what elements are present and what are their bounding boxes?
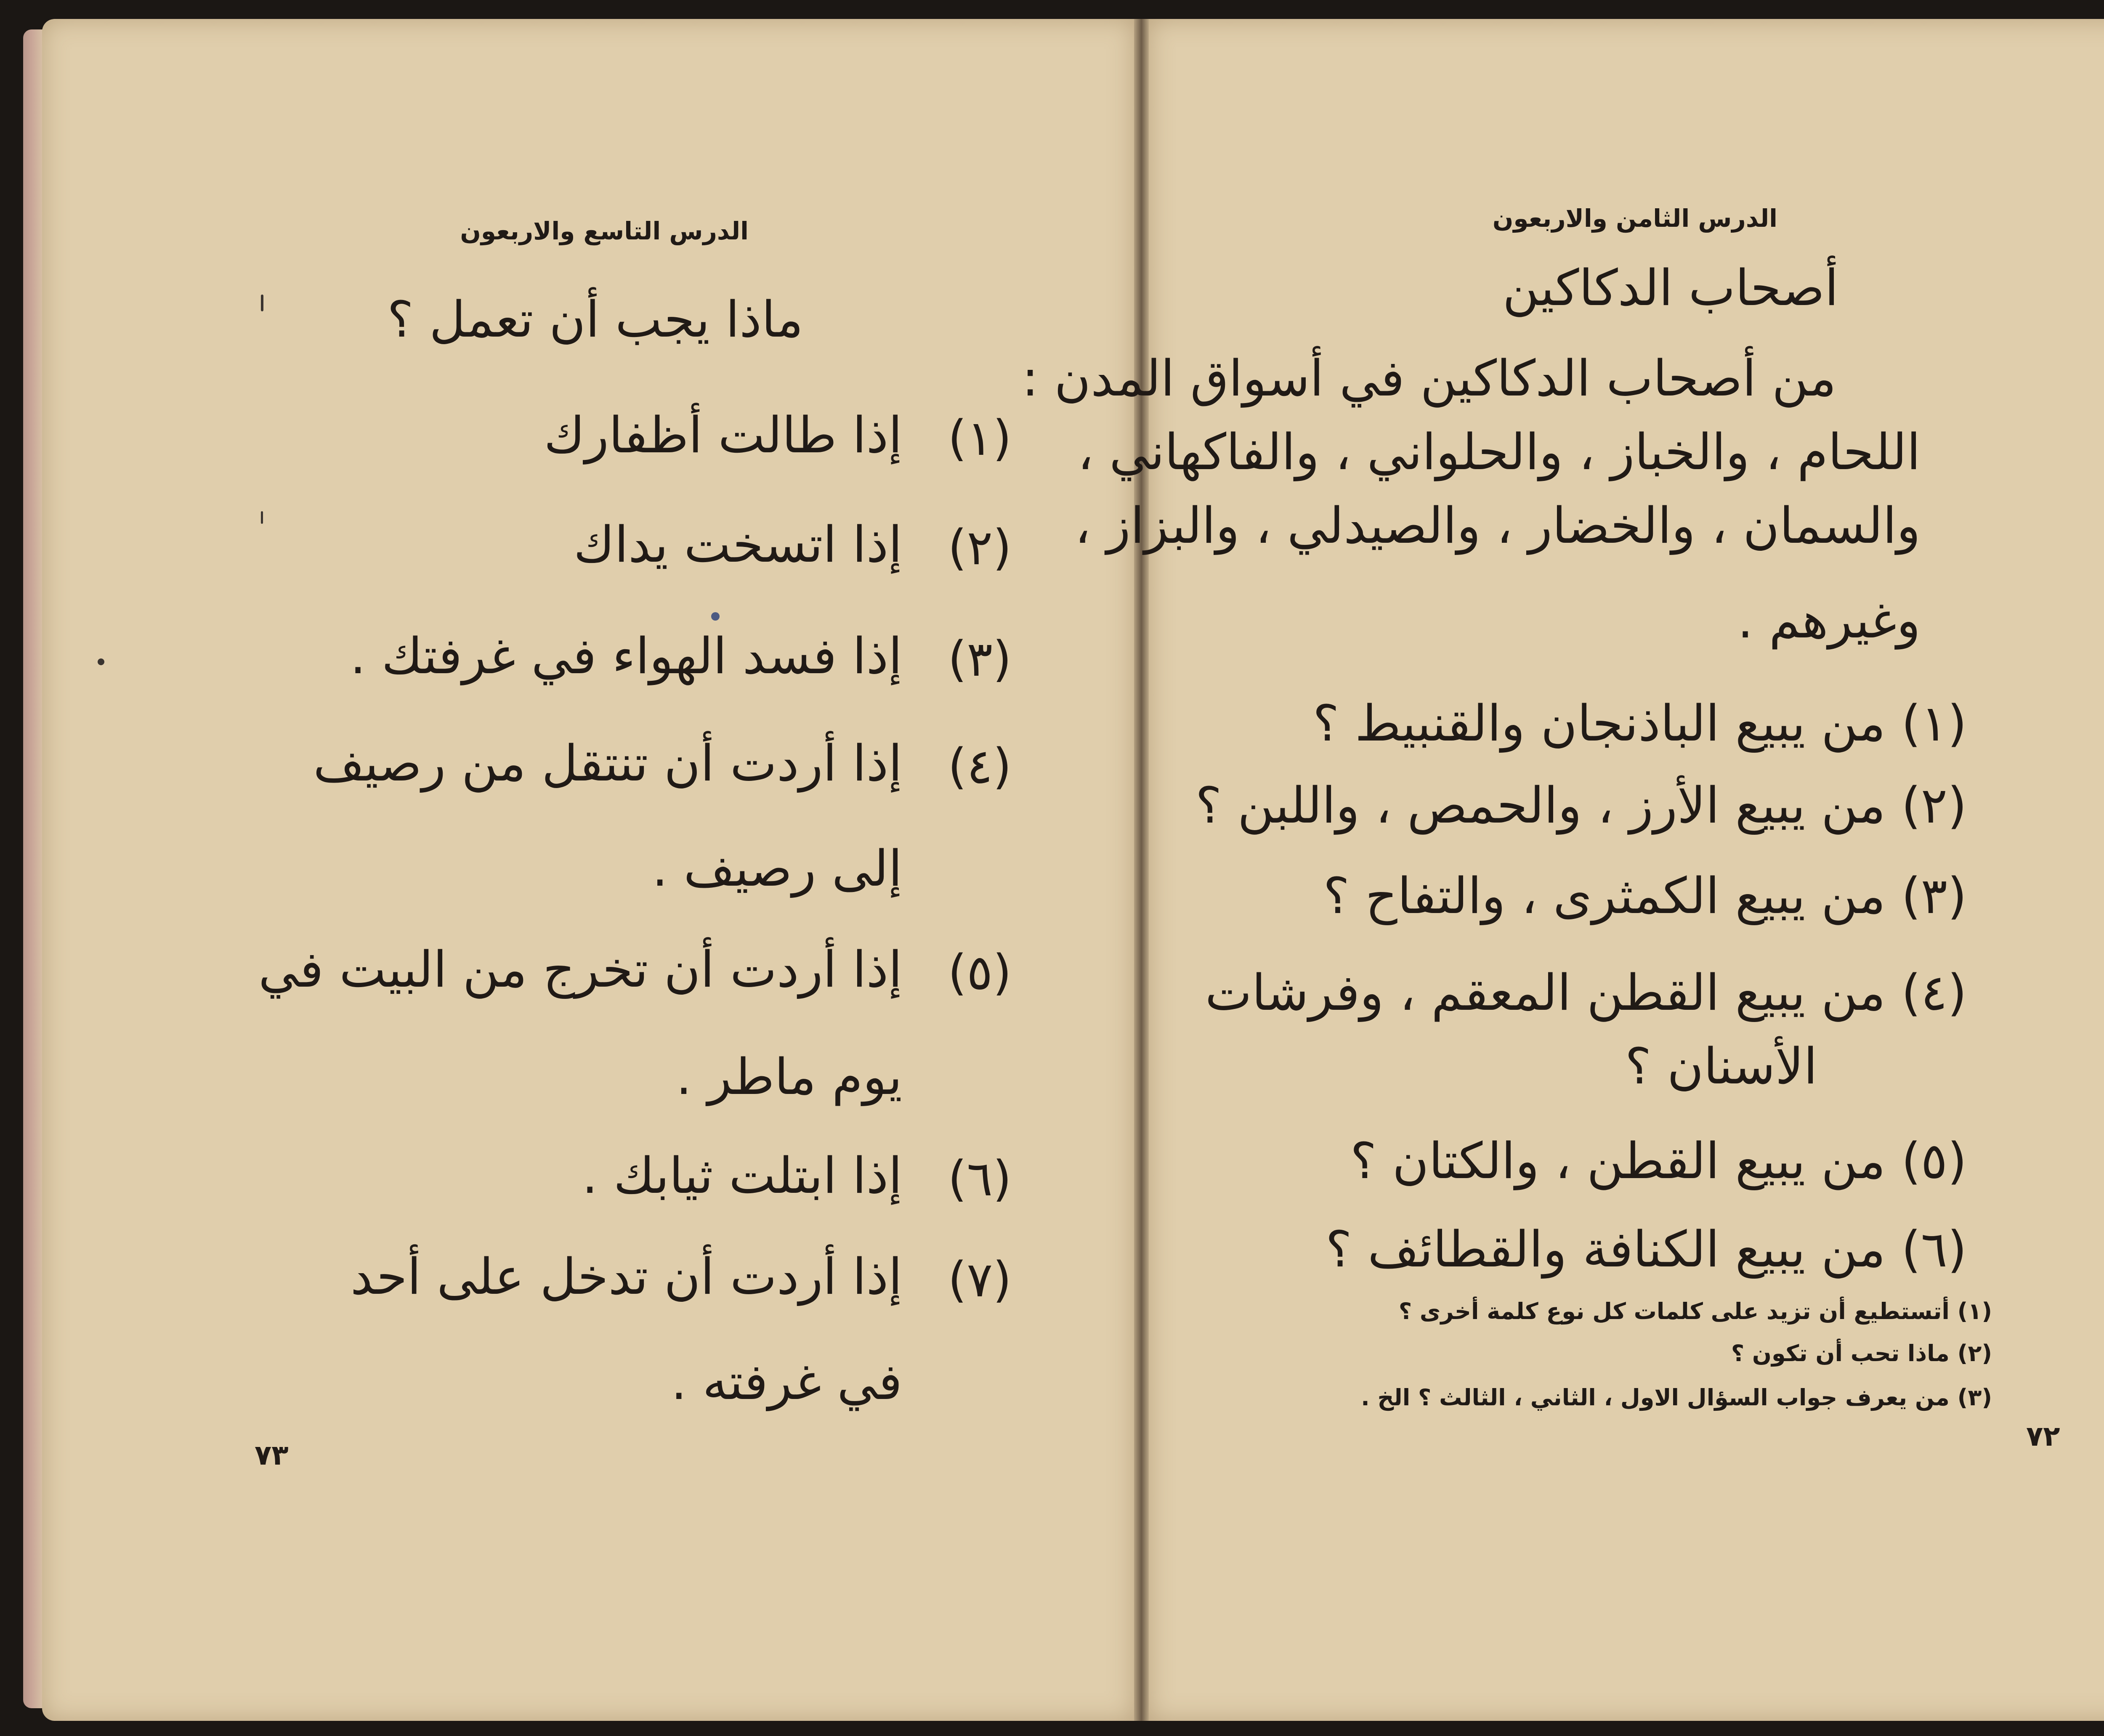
right-item-text: (٦) من يبيع الكنافة والقطائف ؟ <box>1326 1220 1967 1278</box>
left-item-continuation: إلى رصيف . <box>652 839 902 897</box>
right-item-text: (٢) من يبيع الأرز ، والحمص ، واللبن ؟ <box>1195 776 1967 834</box>
left-page <box>42 19 1134 1721</box>
left-item-continuation: يوم ماطر . <box>676 1048 902 1106</box>
exercise-question: (٣) من يعرف جواب السؤال الاول ، الثاني ، الثالث ؟ الخ . <box>1361 1384 1992 1411</box>
left-item-text: إذا اتسخت يداك <box>574 515 902 573</box>
margin-mark <box>261 511 263 524</box>
left-item-number: (٥) <box>948 945 1012 1001</box>
left-item-text: إذا طالت أظفارك <box>544 406 902 464</box>
intro-line: اللحام ، والخباز ، والحلواني ، والفاكهاني ، <box>1077 423 1921 481</box>
left-item-text: إذا ابتلت ثيابك . <box>582 1147 902 1205</box>
left-item-number: (٣) <box>948 631 1012 687</box>
intro-line: والسمان ، والخضار ، والصيدلي ، والبزاز ، <box>1075 496 1921 555</box>
ink-speck <box>711 612 720 621</box>
left-item-number: (١) <box>948 410 1012 467</box>
right-item-text: (٤) من يبيع القطن المعقم ، وفرشات <box>1205 964 1967 1022</box>
left-item-number: (٧) <box>948 1252 1012 1308</box>
left-item-number: (٦) <box>948 1151 1012 1207</box>
ink-speck <box>98 658 104 665</box>
left-page-number: ٧٣ <box>255 1439 289 1471</box>
left-lesson-header: الدرس التاسع والاربعون <box>460 217 749 245</box>
right-lesson-header: الدرس الثامن والاربعون <box>1492 204 1777 233</box>
left-item-text: إذا أردت أن تخرج من البيت في <box>258 940 902 998</box>
right-item-continuation: الأسنان ؟ <box>1625 1037 1817 1095</box>
left-item-number: (٤) <box>948 738 1012 795</box>
left-item-text: إذا فسد الهواء في غرفتك . <box>350 627 902 685</box>
right-lesson-title: أصحاب الدكاكين <box>1502 259 1838 317</box>
intro-line: من أصحاب الدكاكين في أسواق المدن : <box>1022 349 1836 407</box>
right-item-text: (١) من يبيع الباذنجان والقنبيط ؟ <box>1312 694 1967 752</box>
left-item-number: (٢) <box>948 520 1012 576</box>
right-item-text: (٥) من يبيع القطن ، والكتان ؟ <box>1350 1132 1967 1190</box>
right-item-text: (٣) من يبيع الكمثرى ، والتفاح ؟ <box>1323 867 1967 925</box>
left-page-edges <box>23 29 43 1708</box>
left-lesson-title: ماذا يجب أن تعمل ؟ <box>387 290 803 348</box>
left-item-text: إذا أردت أن تدخل على أحد <box>350 1248 902 1306</box>
left-item-text: إذا أردت أن تنتقل من رصيف <box>313 734 902 792</box>
intro-line: وغيرهم . <box>1737 591 1921 649</box>
book-gutter <box>1134 19 1149 1721</box>
exercise-question: (٢) ماذا تحب أن تكون ؟ <box>1731 1340 1992 1367</box>
exercise-question: (١) أتستطيع أن تزيد على كلمات كل نوع كلمة أخرى ؟ <box>1398 1298 1992 1325</box>
left-item-continuation: في غرفته . <box>671 1353 902 1411</box>
right-page-number: ٧٢ <box>2026 1420 2060 1452</box>
margin-mark <box>261 295 263 311</box>
